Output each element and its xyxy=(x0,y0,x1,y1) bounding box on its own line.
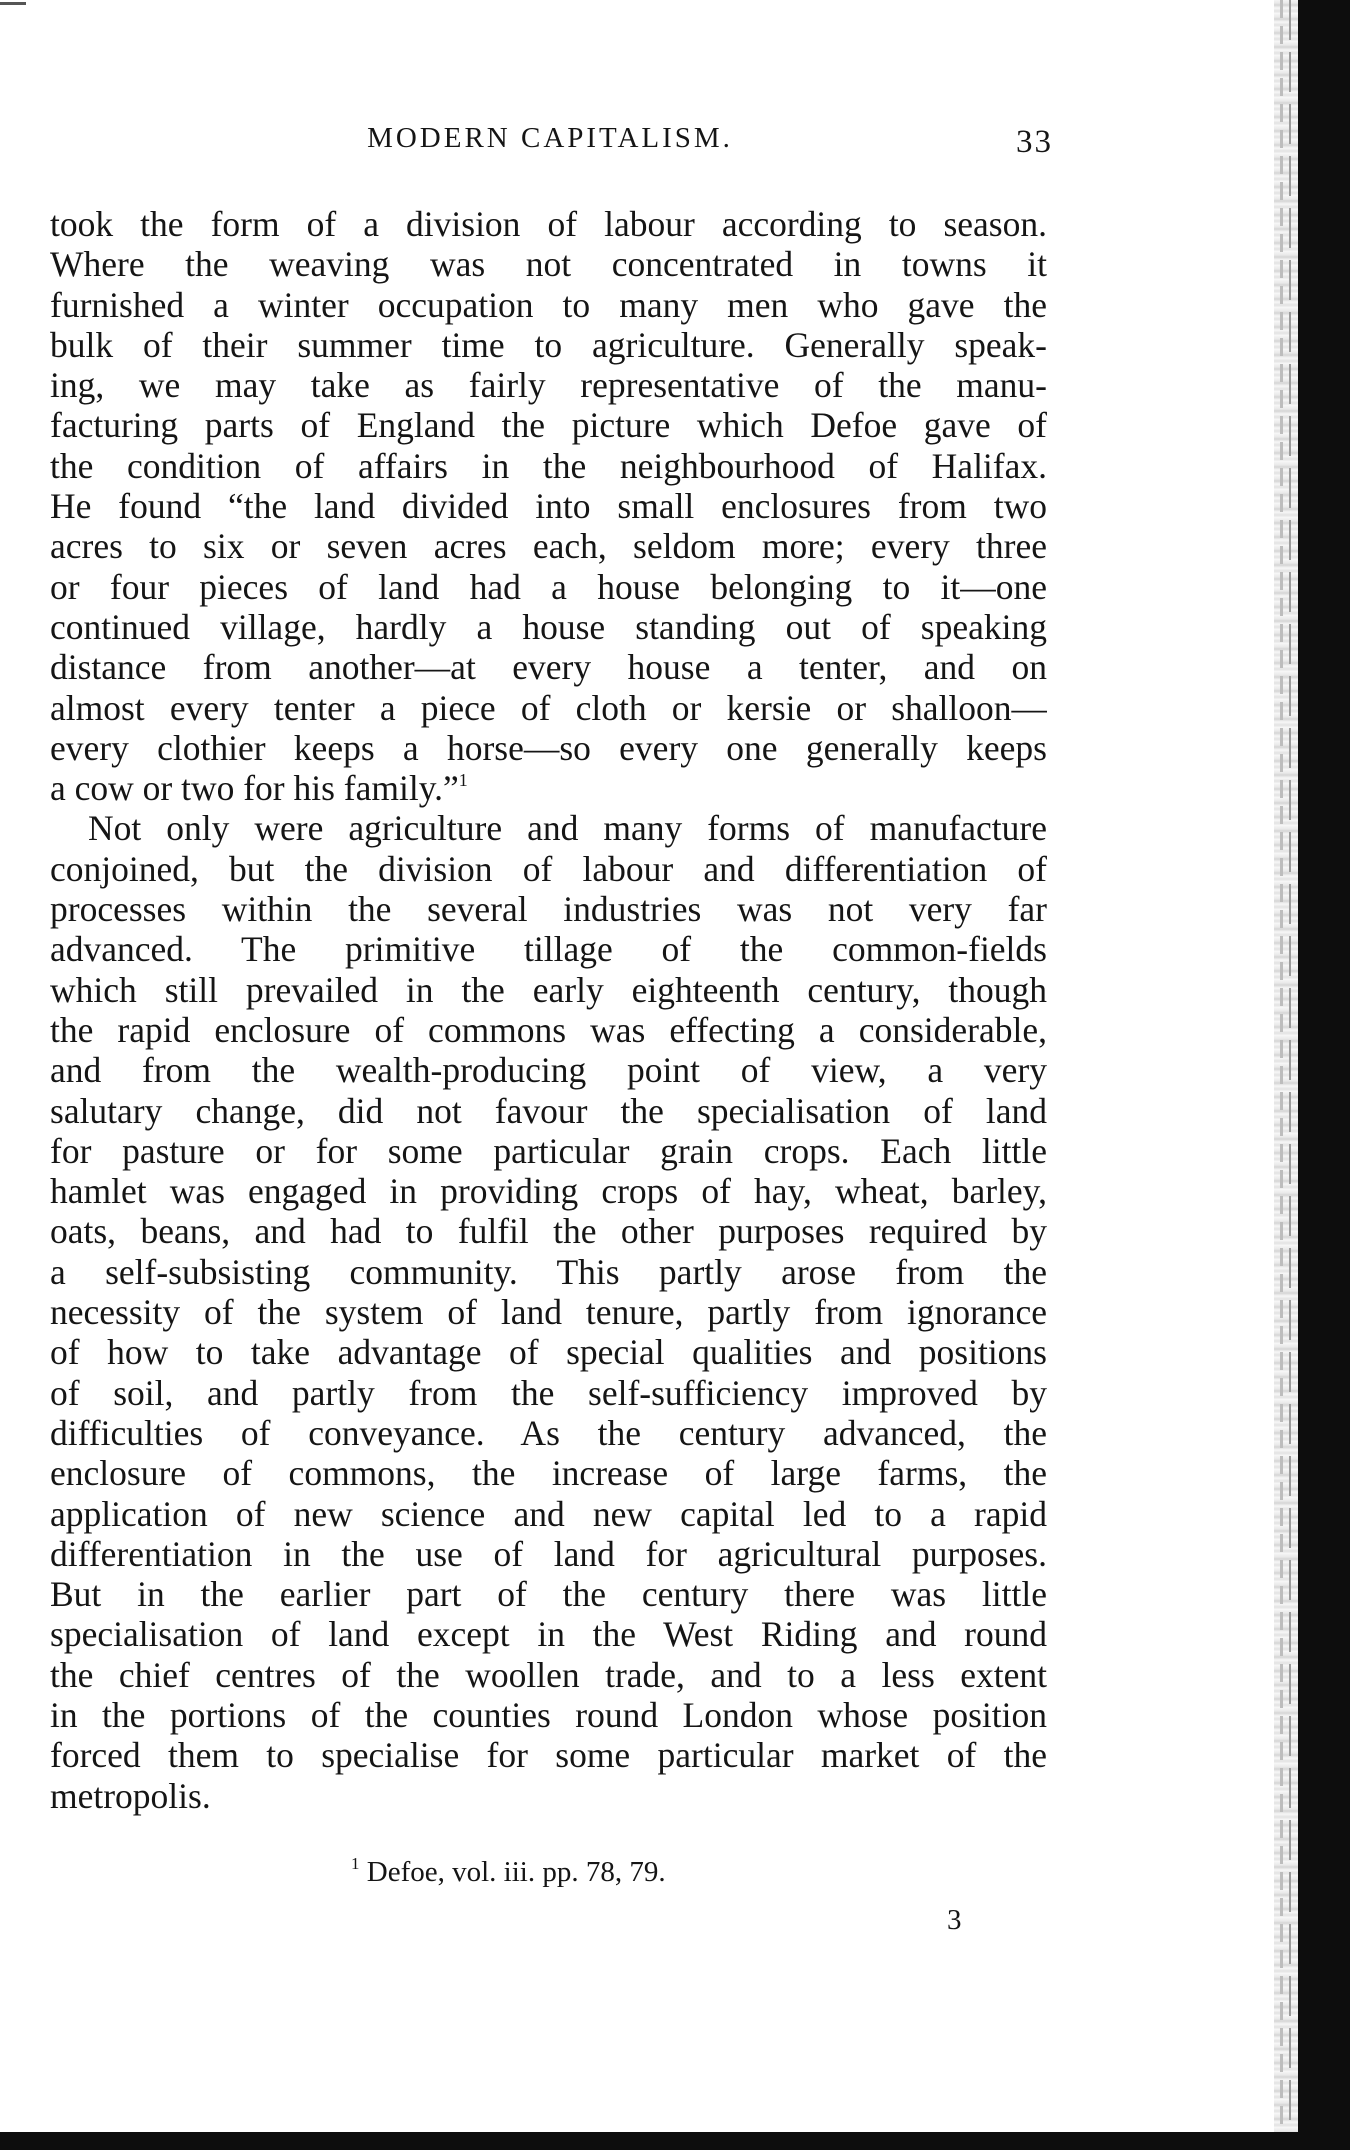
text-line xyxy=(50,849,1047,889)
text-line xyxy=(50,970,1047,1010)
text-line-content: of how to take advantage of special qualities and positions xyxy=(50,1332,1047,1373)
text-line-content: hamlet was engaged in providing crops of hay, wheat, barley, xyxy=(50,1171,1047,1212)
text-line xyxy=(50,1131,1047,1171)
text-line xyxy=(50,768,1047,808)
text-line xyxy=(50,244,1047,284)
binding-edge-fray xyxy=(1274,0,1298,2150)
signature-mark: 3 xyxy=(947,1904,962,1936)
footnote-marker: 1 xyxy=(351,1854,360,1873)
text-line xyxy=(50,365,1047,405)
text-line xyxy=(50,1413,1047,1453)
text-line xyxy=(50,607,1047,647)
text-line xyxy=(50,1252,1047,1292)
text-line xyxy=(50,1494,1047,1534)
footnote-reference: 1 xyxy=(458,770,468,791)
text-line xyxy=(50,1373,1047,1413)
text-line xyxy=(50,285,1047,325)
text-line-content: enclosure of commons, the increase of large farms, the xyxy=(50,1453,1047,1494)
text-line-content: advanced. The primitive tillage of the common-fields xyxy=(50,929,1047,970)
text-line xyxy=(50,1050,1047,1090)
body-text xyxy=(50,204,1047,1816)
text-line xyxy=(50,1695,1047,1735)
text-line-content: continued village, hardly a house standing out of speaking xyxy=(50,606,1047,647)
text-line xyxy=(50,567,1047,607)
text-line-content: every clothier keeps a horse—so every one generally keeps xyxy=(50,727,1047,768)
page-number: 33 xyxy=(1016,124,1053,160)
text-line-content: But in the earlier part of the century there was little xyxy=(50,1574,1047,1615)
text-line-content: Where the weaving was not concentrated in towns it xyxy=(50,244,1047,285)
footnote-text: Defoe, vol. iii. pp. 78, 79. xyxy=(366,1856,666,1888)
text-line-content: He found “the land divided into small enclosures from two xyxy=(50,486,1047,527)
text-line-content: furnished a winter occupation to many men who gave the xyxy=(50,284,1047,325)
text-line xyxy=(50,1010,1047,1050)
text-line-content: in the portions of the counties round London whose position xyxy=(50,1694,1047,1735)
text-line xyxy=(50,929,1047,969)
text-line xyxy=(50,1776,1047,1816)
text-line-content: salutary change, did not favour the specialisation of land xyxy=(50,1090,1047,1131)
running-head: MODERN CAPITALISM. xyxy=(367,122,733,154)
text-line-content: the chief centres of the woollen trade, and to a less extent xyxy=(50,1654,1047,1695)
text-line xyxy=(50,1735,1047,1775)
text-line xyxy=(50,808,1047,848)
text-line-content: difficulties of conveyance. As the century advanced, the xyxy=(50,1412,1047,1453)
text-line xyxy=(50,1574,1047,1614)
text-line xyxy=(50,1332,1047,1372)
text-line-content: almost every tenter a piece of cloth or kersie or shalloon— xyxy=(50,687,1047,728)
text-line-content: a self-subsisting community. This partly arose from the xyxy=(50,1251,1047,1292)
text-line-content: the rapid enclosure of commons was effecting a considerable, xyxy=(50,1009,1047,1050)
text-line xyxy=(50,889,1047,929)
text-line-content: for pasture or for some particular grain crops. Each little xyxy=(50,1130,1047,1171)
text-line xyxy=(50,526,1047,566)
text-line-content: acres to six or seven acres each, seldom more; every three xyxy=(50,526,1047,567)
binding-edge xyxy=(1298,0,1350,2150)
text-line-content: the condition of affairs in the neighbourhood of Halifax. xyxy=(50,445,1047,486)
text-line xyxy=(50,1091,1047,1131)
text-line-content: facturing parts of England the picture which Defoe gave of xyxy=(50,405,1047,446)
text-line xyxy=(50,647,1047,687)
text-line-content: ing, we may take as fairly representative of the manu- xyxy=(50,365,1047,406)
text-line-content: or four pieces of land had a house belonging to it—one xyxy=(50,566,1047,607)
text-line-content: specialisation of land except in the West Riding and round xyxy=(50,1614,1047,1655)
text-line-content: necessity of the system of land tenure, partly from ignorance xyxy=(50,1292,1047,1333)
bottom-edge xyxy=(0,2132,1350,2150)
text-line xyxy=(50,446,1047,486)
footnote xyxy=(351,1856,666,1889)
text-line-content: which still prevailed in the early eighteenth century, though xyxy=(50,969,1047,1010)
text-line-content: differentiation in the use of land for agricultural purposes. xyxy=(50,1533,1047,1574)
text-line-content: distance from another—at every house a tenter, and on xyxy=(50,647,1047,688)
text-line xyxy=(50,204,1047,244)
text-line-content: bulk of their summer time to agriculture. Generally speak- xyxy=(50,324,1047,365)
text-line xyxy=(50,325,1047,365)
text-line xyxy=(50,1614,1047,1654)
text-line xyxy=(50,1534,1047,1574)
text-line-content: application of new science and new capital led to a rapid xyxy=(50,1493,1047,1534)
text-line-content: and from the wealth-producing point of view, a very xyxy=(50,1050,1047,1091)
text-line-content: oats, beans, and had to fulfil the other purposes required by xyxy=(50,1211,1047,1252)
text-line xyxy=(50,486,1047,526)
text-line xyxy=(50,1211,1047,1251)
text-line-content: metropolis. xyxy=(50,1775,211,1816)
text-line-content: a cow or two for his family.” xyxy=(50,768,459,809)
text-line-content: Not only were agriculture and many forms of manufacture xyxy=(88,808,1047,849)
text-line xyxy=(50,688,1047,728)
page-header xyxy=(50,122,1053,172)
text-line-content: took the form of a division of labour according to season. xyxy=(50,204,1047,244)
scan-corner-mark xyxy=(0,2,26,5)
text-line xyxy=(50,1292,1047,1332)
text-line xyxy=(50,1453,1047,1493)
text-line xyxy=(50,1655,1047,1695)
text-line xyxy=(50,728,1047,768)
text-line-content: processes within the several industries was not very far xyxy=(50,889,1047,930)
text-line xyxy=(50,405,1047,445)
text-line xyxy=(50,1171,1047,1211)
text-line-content: forced them to specialise for some particular market of the xyxy=(50,1735,1047,1776)
text-line-content: conjoined, but the division of labour and differentiation of xyxy=(50,848,1047,889)
text-line-content: of soil, and partly from the self-sufficiency improved by xyxy=(50,1372,1047,1413)
